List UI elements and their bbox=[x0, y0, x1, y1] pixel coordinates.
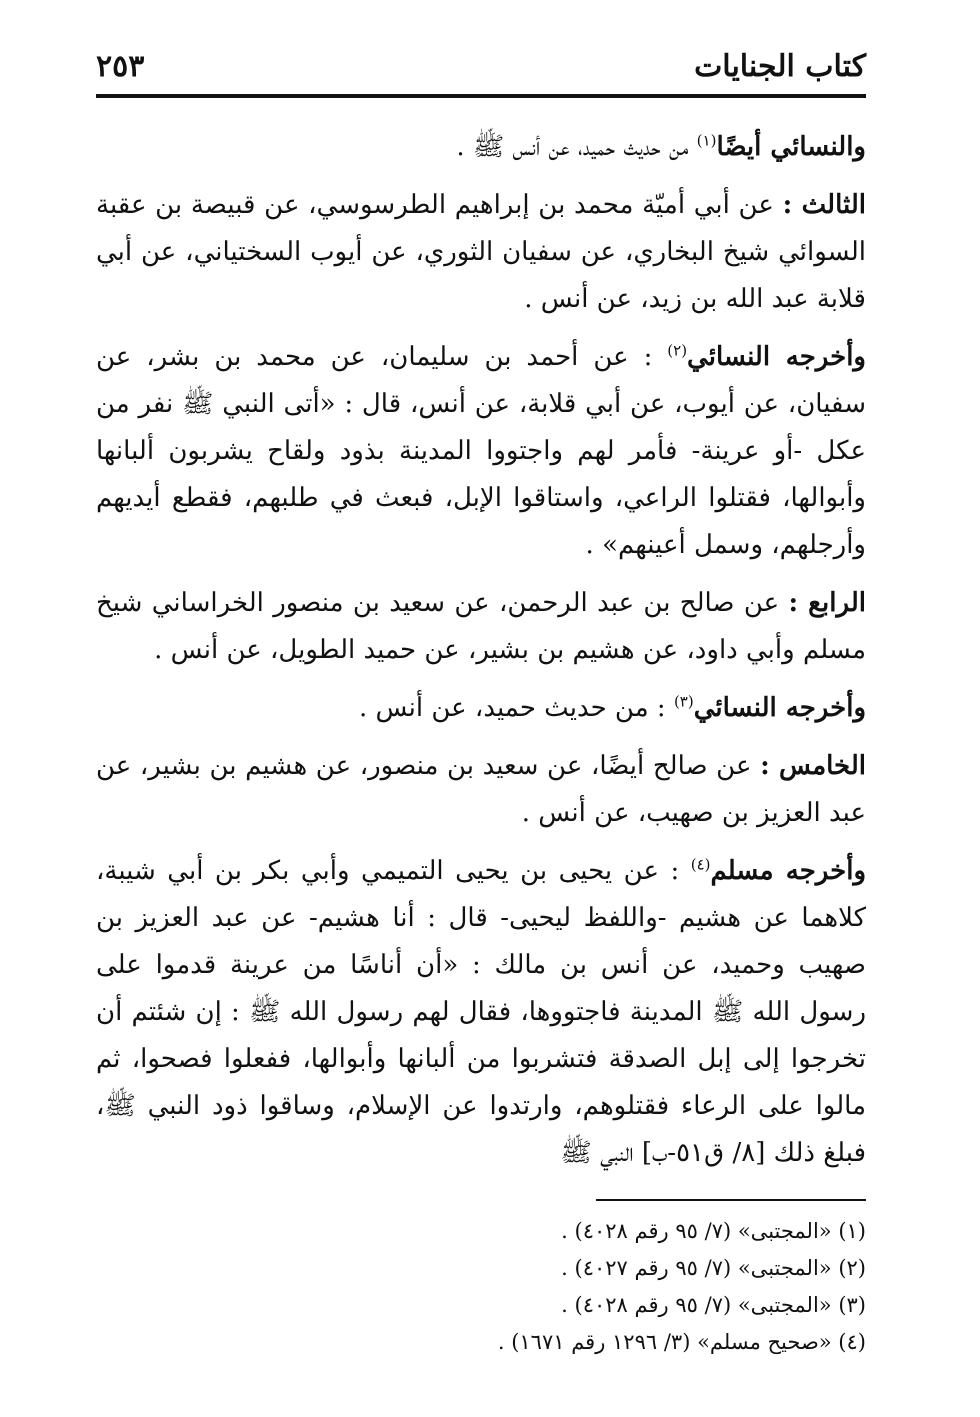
paragraph-lead: الثالث : bbox=[782, 190, 867, 220]
paragraph-fifth bbox=[96, 743, 866, 837]
header-divider bbox=[96, 94, 866, 98]
paragraph-text: عن أبي أميّة محمد بن إبراهيم الطرسوسي، عن قبيصة بن عقبة السوائي شيخ البخاري، عن سفيان الثوري، عن أيوب السختياني، عن أبي قلابة عبد الله بن زيد، عن أنس . bbox=[96, 190, 866, 314]
paragraph-fourth bbox=[96, 580, 866, 674]
paragraph-lead: وأخرجه النسائي bbox=[687, 342, 866, 372]
footnote-ref: (٣) bbox=[673, 692, 694, 711]
footnote-ref: (٤) bbox=[690, 855, 711, 874]
paragraph-text: عن صالح أيضًا، عن سعيد بن منصور، عن هشيم بن بشير، عن عبد العزيز بن صهيب، عن أنس . bbox=[96, 751, 866, 828]
page-number: ٢٥٣ bbox=[96, 49, 145, 84]
footnotes bbox=[96, 1213, 866, 1361]
paragraph-text: : عن أحمد بن سليمان، عن محمد بن بشر، عن سفيان، عن أيوب، عن أبي قلابة، عن أنس، قال : «أتى النبي ﷺ نفر من عكل -أو عرينة- فأمر لهم واجتووا المدينة بذود ولقاح يشربون ألبانها وأبوالها، فقتلوا الراعي، واستاقوا الإبل، فبعث في طلبهم، فقطع أيديهم وأرجلهم، وسمل أعينهم» . bbox=[96, 342, 866, 560]
paragraph-lead: وأخرجه النسائي bbox=[693, 693, 866, 723]
paragraph-lead: وأخرجه مسلم bbox=[710, 856, 866, 886]
paragraph-nasai-also bbox=[96, 124, 866, 171]
paragraph-lead: الخامس : bbox=[760, 751, 866, 781]
paragraph-muslim-report bbox=[96, 848, 866, 1177]
page-header bbox=[96, 44, 866, 90]
footnote-1: (١) «المجتبى» (٧/ ٩٥ رقم ٤٠٢٨) . bbox=[561, 1219, 866, 1243]
footnote-3: (٣) «المجتبى» (٧/ ٩٥ رقم ٤٠٢٨) . bbox=[561, 1293, 866, 1317]
book-page bbox=[96, 44, 866, 1361]
footnote-divider bbox=[596, 1199, 866, 1201]
footnote-4: (٤) «صحيح مسلم» (٣/ ١٢٩٦ رقم ١٦٧١) . bbox=[497, 1330, 866, 1354]
paragraph-lead: والنسائي أيضًا bbox=[716, 132, 866, 162]
paragraph-lead: الرابع : bbox=[788, 588, 866, 618]
footnote-2: (٢) «المجتبى» (٧/ ٩٥ رقم ٤٠٢٧) . bbox=[561, 1256, 866, 1280]
chapter-title: كتاب الجنايات bbox=[694, 49, 866, 84]
footnote-ref: (٢) bbox=[667, 341, 688, 360]
main-text bbox=[96, 124, 866, 1177]
paragraph-text: عن صالح بن عبد الرحمن، عن سعيد بن منصور الخراساني شيخ مسلم وأبي داود، عن هشيم بن بشير، عن حميد الطويل، عن أنس . bbox=[96, 588, 866, 665]
paragraph-text: من حديث حميد، عن أنس ﷺ . bbox=[456, 132, 697, 162]
paragraph-nasai-humayd bbox=[96, 685, 866, 732]
paragraph-nasai-report bbox=[96, 334, 866, 569]
paragraph-third bbox=[96, 182, 866, 323]
footnote-ref: (١) bbox=[696, 131, 717, 150]
paragraph-text: : من حديث حميد، عن أنس . bbox=[358, 693, 674, 723]
paragraph-text: : عن يحيى بن يحيى التميمي وأبي بكر بن أبي شيبة، كلاهما عن هشيم -واللفظ ليحيى- قال : أنا هشيم- عن عبد العزيز بن صهيب وحميد، عن أنس بن مالك : «أن أناسًا من عرينة قدموا على رسول الله ﷺ المدينة فاجتووها، فقال لهم رسول الله ﷺ : إن شئتم أن تخرجوا إلى إبل الصدقة فتشربوا من ألبانها وأبوالها، ففعلوا فصحوا، ثم مالوا على الرعاء فقتلوهم، وارتدوا عن الإسلام، وساقوا ذود النبي ﷺ، فبلغ ذلك [٨/ ق٥١-ب] النبي ﷺ bbox=[96, 856, 866, 1168]
